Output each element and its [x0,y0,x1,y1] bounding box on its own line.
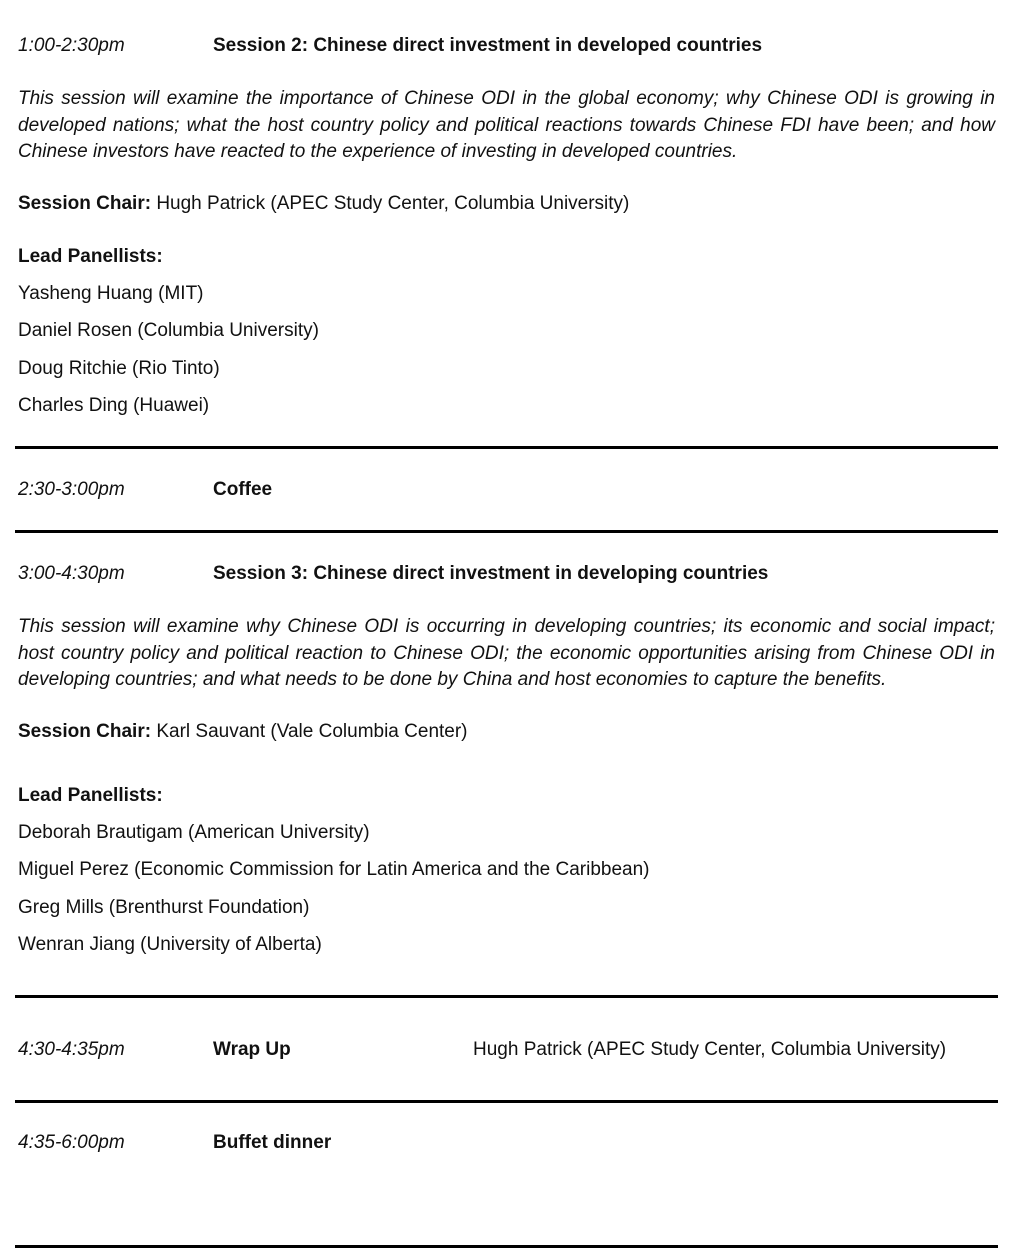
wrapup-title: Wrap Up [213,1039,291,1060]
coffee-title: Coffee [213,479,273,500]
session2-chair [18,193,629,215]
list-item: Yasheng Huang (MIT) [18,283,204,304]
session3-panellist-list [18,823,650,972]
list-item: Miguel Perez (Economic Commission for Latin America and the Caribbean) [18,859,650,881]
session3-chair-label: Session Chair: [18,721,152,742]
dinner-title: Buffet dinner [213,1132,332,1153]
divider [15,446,998,449]
list-item: Deborah Brautigam (American University) [18,822,370,843]
list-item: Daniel Rosen (Columbia University) [18,320,319,342]
wrapup-speaker: Hugh Patrick (APEC Study Center, Columbia University) [473,1039,947,1060]
session2-description: This session will examine the importance of Chinese ODI in the global economy; why Chinese ODI is growing in developed nations; what the host country policy and political reactions towards Chinese FDI have been; and how Chinese investors have reacted to the experience of investing in developed countries. [18,88,995,162]
divider [15,1100,998,1103]
session2-time: 1:00-2:30pm [18,35,125,56]
session3-title: Session 3: Chinese direct investment in developing countries [213,563,769,584]
session2-panel-label: Lead Panellists: [18,246,163,267]
session3-time: 3:00-4:30pm [18,563,125,584]
divider [15,530,998,533]
divider [15,995,998,998]
wrapup-time: 4:30-4:35pm [18,1039,125,1060]
session3-description: This session will examine why Chinese ODI is occurring in developing countries; its economic and social impact; host country policy and political reaction to Chinese ODI; the economic opportunities arising from Chinese ODI in developing countries; and what needs to be done by China and host economies to capture the benefits. [18,616,995,690]
coffee-time: 2:30-3:00pm [18,479,125,500]
session3-chair-name: Karl Sauvant (Vale Columbia Center) [156,721,468,742]
dinner-time: 4:35-6:00pm [18,1132,125,1153]
divider [15,1245,998,1248]
session3-chair [18,721,468,743]
list-item: Charles Ding (Huawei) [18,394,210,416]
list-item: Greg Mills (Brenthurst Foundation) [18,896,310,918]
list-item: Doug Ritchie (Rio Tinto) [18,357,220,379]
session3-panel-label: Lead Panellists: [18,785,163,806]
session2-chair-name: Hugh Patrick (APEC Study Center, Columbia University) [156,193,630,214]
session2-chair-label: Session Chair: [18,193,152,214]
session2-title: Session 2: Chinese direct investment in developed countries [213,35,763,56]
session2-panellist-list [18,284,319,433]
list-item: Wenran Jiang (University of Alberta) [18,933,322,955]
